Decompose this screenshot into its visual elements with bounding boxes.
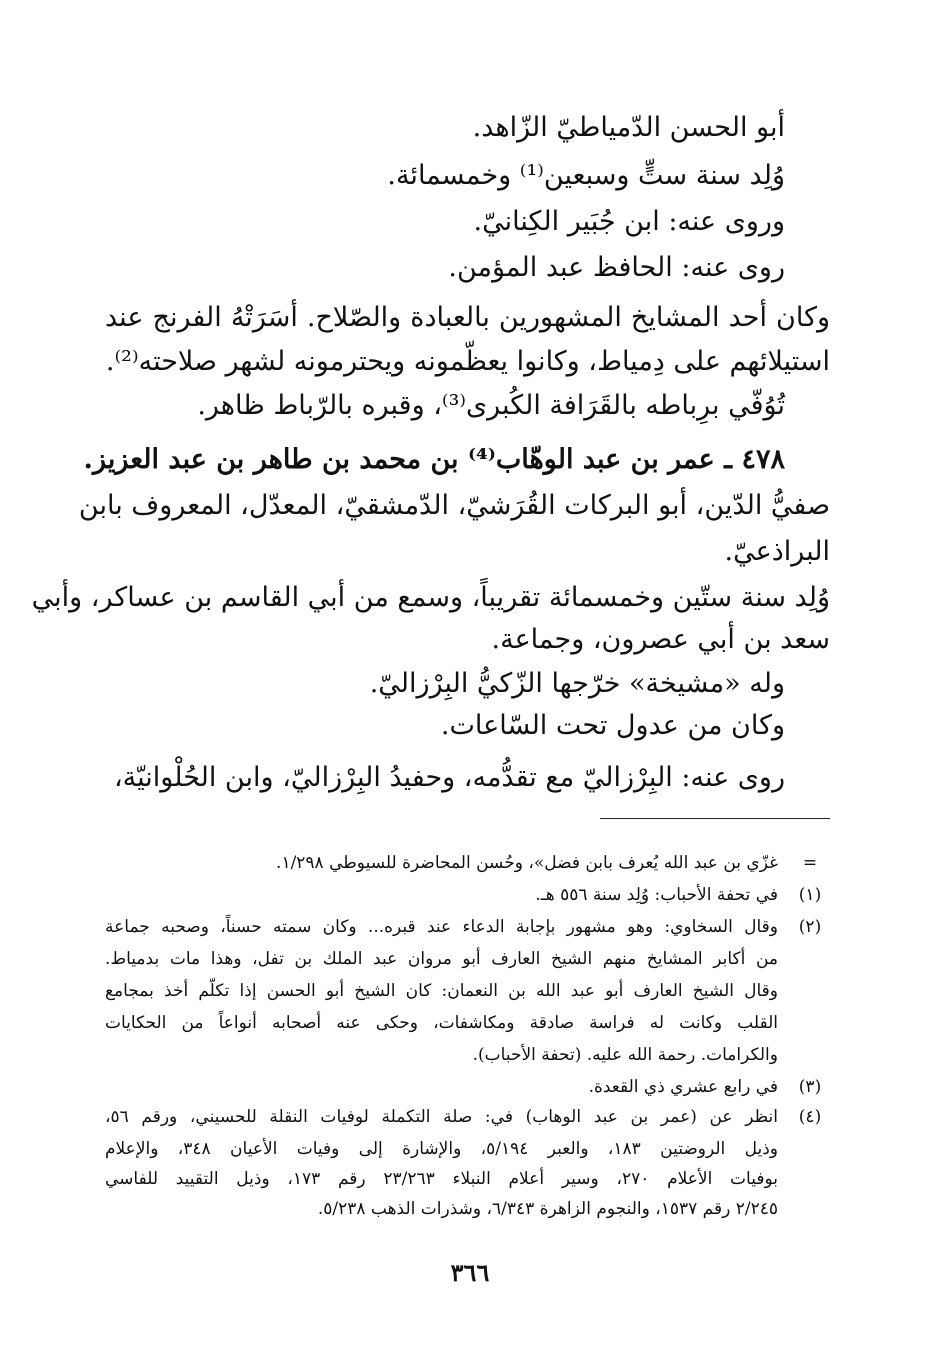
- footnote-4-line: ٢/٢٤٥ رقم ١٥٣٧، والنجوم الزاهرة ٦/٣٤٣، وشذرات الذهب ٥/٢٣٨.: [317, 1199, 778, 1219]
- body-line: سعد بن أبي عصرون، وجماعة.: [491, 624, 830, 655]
- footnote-4-line: بوفيات الأعلام ٢٧٠، وسير أعلام النبلاء ٢٣/٢٦٣ رقم ١٧٣، وذيل التقييد للفاسي: [105, 1169, 778, 1189]
- footnote-text: في رابع عشري ذي القعدة.: [588, 1077, 778, 1097]
- body-line: تُوُفّي برِباطه بالقَرَافة الكُبرى⁽³⁾، وقبره بالرّباط ظاهر.: [197, 390, 785, 421]
- body-line: أبو الحسن الدّمياطيّ الزّاهد.: [472, 112, 785, 143]
- body-line: وله «مشيخة» خرّجها الزّكيُّ البِرْزاليّ.: [369, 668, 785, 699]
- footnote-2-line: وقال السخاوي: وهو مشهور بإجابة الدعاء عند قبره... وكان سمته حسناً، وصحبه جماعة: [105, 917, 778, 937]
- body-line: روى عنه: البِرْزاليّ مع تقدُّمه، وحفيدُ البِرْزاليّ، وابن الحُلْوانيّة،: [113, 762, 785, 793]
- footnote-2-line: القلب وكانت له فراسة صادقة ومكاشفات، وحكى عنه أصحابه أنواعاً من الحكايات: [105, 1013, 778, 1033]
- footnote-number: (٢): [798, 917, 822, 937]
- footnote-2-line: من أكابر المشايخ منهم الشيخ العارف أبو مروان عبد الملك بن تفل، وهذا مات بدمياط.: [105, 949, 778, 969]
- footnote-number: (٤): [798, 1107, 822, 1127]
- body-line: روى عنه: الحافظ عبد المؤمن.: [448, 252, 785, 283]
- footnote-2-line: والكرامات. رحمة الله عليه. (تحفة الأحباب).: [472, 1045, 778, 1065]
- body-line: وكان أحد المشايخ المشهورين بالعبادة والصّلاح. أسَرَتْهُ الفرنج عند: [105, 302, 830, 333]
- footnote-4-line: انظر عن (عمر بن عبد الوهاب) في: صلة التكملة لوفيات النقلة للحسيني، ورقم ٥٦،: [105, 1107, 778, 1127]
- body-line: البراذعيّ.: [724, 536, 830, 567]
- body-line: وروى عنه: ابن جُبَير الكِنانيّ.: [473, 206, 785, 237]
- body-line: استيلائهم على دِمياط، وكانوا يعظّمونه ويحترمونه لشهر صلاحته⁽²⁾.: [105, 346, 830, 377]
- footnote-text: غزّي بن عبد الله يُعرف بابن فضل»، وحُسن المحاضرة للسيوطي ١/٢٩٨.: [276, 853, 778, 873]
- footnote-number: (٣): [798, 1077, 822, 1097]
- footnote-text: في تحفة الأحباب: وُلِد سنة ٥٥٦ هـ.: [535, 885, 778, 905]
- page-number: ٣٦٦: [450, 1258, 490, 1287]
- footnote-4-line: وذيل الروضتين ١٨٣، والعبر ٥/١٩٤، والإشارة إلى وفيات الأعيان ٣٤٨، والإعلام: [105, 1139, 778, 1159]
- body-line: وُلِد سنة ستّين وخمسمائة تقريباً، وسمع من أبي القاسم بن عساكر، وأبي: [31, 582, 830, 613]
- body-line: وُلِد سنة ستٍّ وسبعين⁽¹⁾ وخمسمائة.: [387, 160, 785, 191]
- footnote-2-line: وقال الشيخ العارف أبو عبد الله بن النعمان: كان الشيخ أبو الحسن إذا تكلّم أخذ بمجامع: [105, 981, 778, 1001]
- body-line: وكان من عدول تحت السّاعات.: [440, 710, 785, 741]
- footnote-number: (١): [798, 885, 822, 905]
- body-line: صفيُّ الدّين، أبو البركات القُرَشيّ، الدّمشقيّ، المعدّل، المعروف بابن: [78, 490, 830, 521]
- footnote-separator: [600, 818, 830, 819]
- footnote-marker: =: [802, 853, 818, 873]
- entry-heading: ٤٧٨ ـ عمر بن عبد الوهّاب⁽⁴⁾ بن محمد بن طاهر بن عبد العزيز.: [83, 444, 785, 475]
